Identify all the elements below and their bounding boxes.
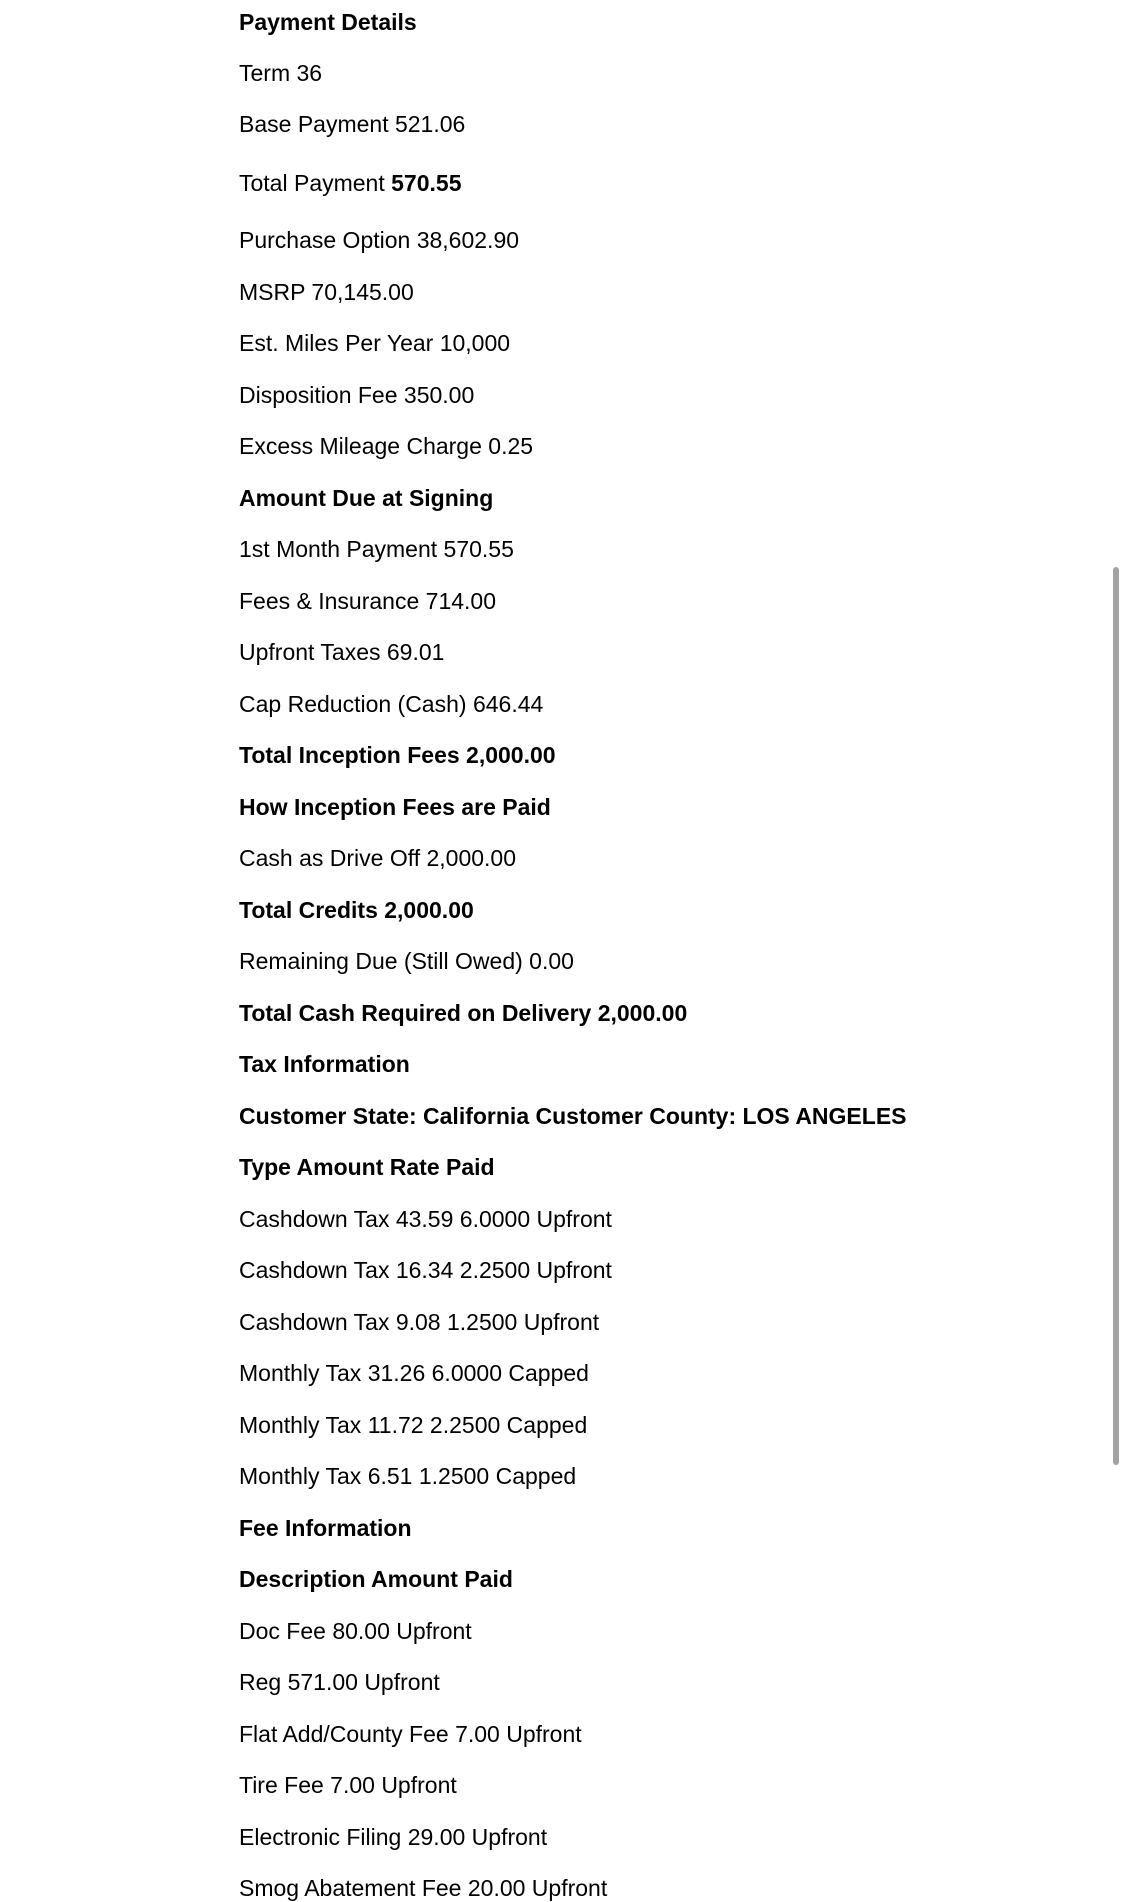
tax-row: Monthly Tax 11.72 2.2500 Capped — [239, 1412, 588, 1438]
remaining-due-line: Remaining Due (Still Owed) 0.00 — [239, 948, 574, 974]
total-credits-line: Total Credits 2,000.00 — [239, 897, 474, 923]
fee-row: Tire Fee 7.00 Upfront — [239, 1772, 457, 1798]
tax-row: Cashdown Tax 9.08 1.2500 Upfront — [239, 1309, 600, 1335]
tax-info-heading: Tax Information — [239, 1051, 410, 1077]
disposition-fee-line: Disposition Fee 350.00 — [239, 382, 475, 408]
scrollbar-thumb[interactable] — [1113, 567, 1119, 1465]
purchase-option-line: Purchase Option 38,602.90 — [239, 227, 520, 253]
excess-mileage-line: Excess Mileage Charge 0.25 — [239, 433, 534, 459]
payment-details-heading: Payment Details — [239, 9, 417, 35]
first-month-line: 1st Month Payment 570.55 — [239, 536, 514, 562]
term-line: Term 36 — [239, 60, 323, 86]
cash-drive-off-line: Cash as Drive Off 2,000.00 — [239, 845, 516, 871]
fee-info-heading: Fee Information — [239, 1515, 412, 1541]
fee-row: Smog Abatement Fee 20.00 Upfront — [239, 1875, 608, 1901]
total-payment-label: Total Payment — [239, 170, 392, 196]
fee-row: Reg 571.00 Upfront — [239, 1669, 440, 1695]
tax-row: Cashdown Tax 16.34 2.2500 Upfront — [239, 1257, 612, 1283]
miles-per-year-line: Est. Miles Per Year 10,000 — [239, 330, 511, 356]
vertical-scrollbar[interactable] — [1105, 0, 1125, 1901]
upfront-taxes-line: Upfront Taxes 69.01 — [239, 639, 445, 665]
base-payment-line: Base Payment 521.06 — [239, 111, 466, 137]
total-inception-line: Total Inception Fees 2,000.00 — [239, 742, 556, 768]
total-payment-value: 570.55 — [391, 170, 462, 196]
fees-insurance-line: Fees & Insurance 714.00 — [239, 588, 496, 614]
tax-row: Monthly Tax 6.51 1.2500 Capped — [239, 1463, 577, 1489]
tax-table-header: Type Amount Rate Paid — [239, 1154, 495, 1180]
fee-row: Electronic Filing 29.00 Upfront — [239, 1824, 548, 1850]
how-paid-heading: How Inception Fees are Paid — [239, 794, 551, 820]
fee-row: Flat Add/County Fee 7.00 Upfront — [239, 1721, 582, 1747]
fee-row: Doc Fee 80.00 Upfront — [239, 1618, 472, 1644]
total-cash-required-line: Total Cash Required on Delivery 2,000.00 — [239, 1000, 688, 1026]
cap-reduction-line: Cap Reduction (Cash) 646.44 — [239, 691, 544, 717]
customer-location-line: Customer State: California Customer County: LOS ANGELES — [239, 1103, 907, 1129]
total-payment-line — [239, 169, 462, 197]
amount-due-heading: Amount Due at Signing — [239, 485, 494, 511]
tax-row: Cashdown Tax 43.59 6.0000 Upfront — [239, 1206, 612, 1232]
msrp-line: MSRP 70,145.00 — [239, 279, 414, 305]
fee-table-header: Description Amount Paid — [239, 1566, 513, 1592]
tax-row: Monthly Tax 31.26 6.0000 Capped — [239, 1360, 589, 1386]
